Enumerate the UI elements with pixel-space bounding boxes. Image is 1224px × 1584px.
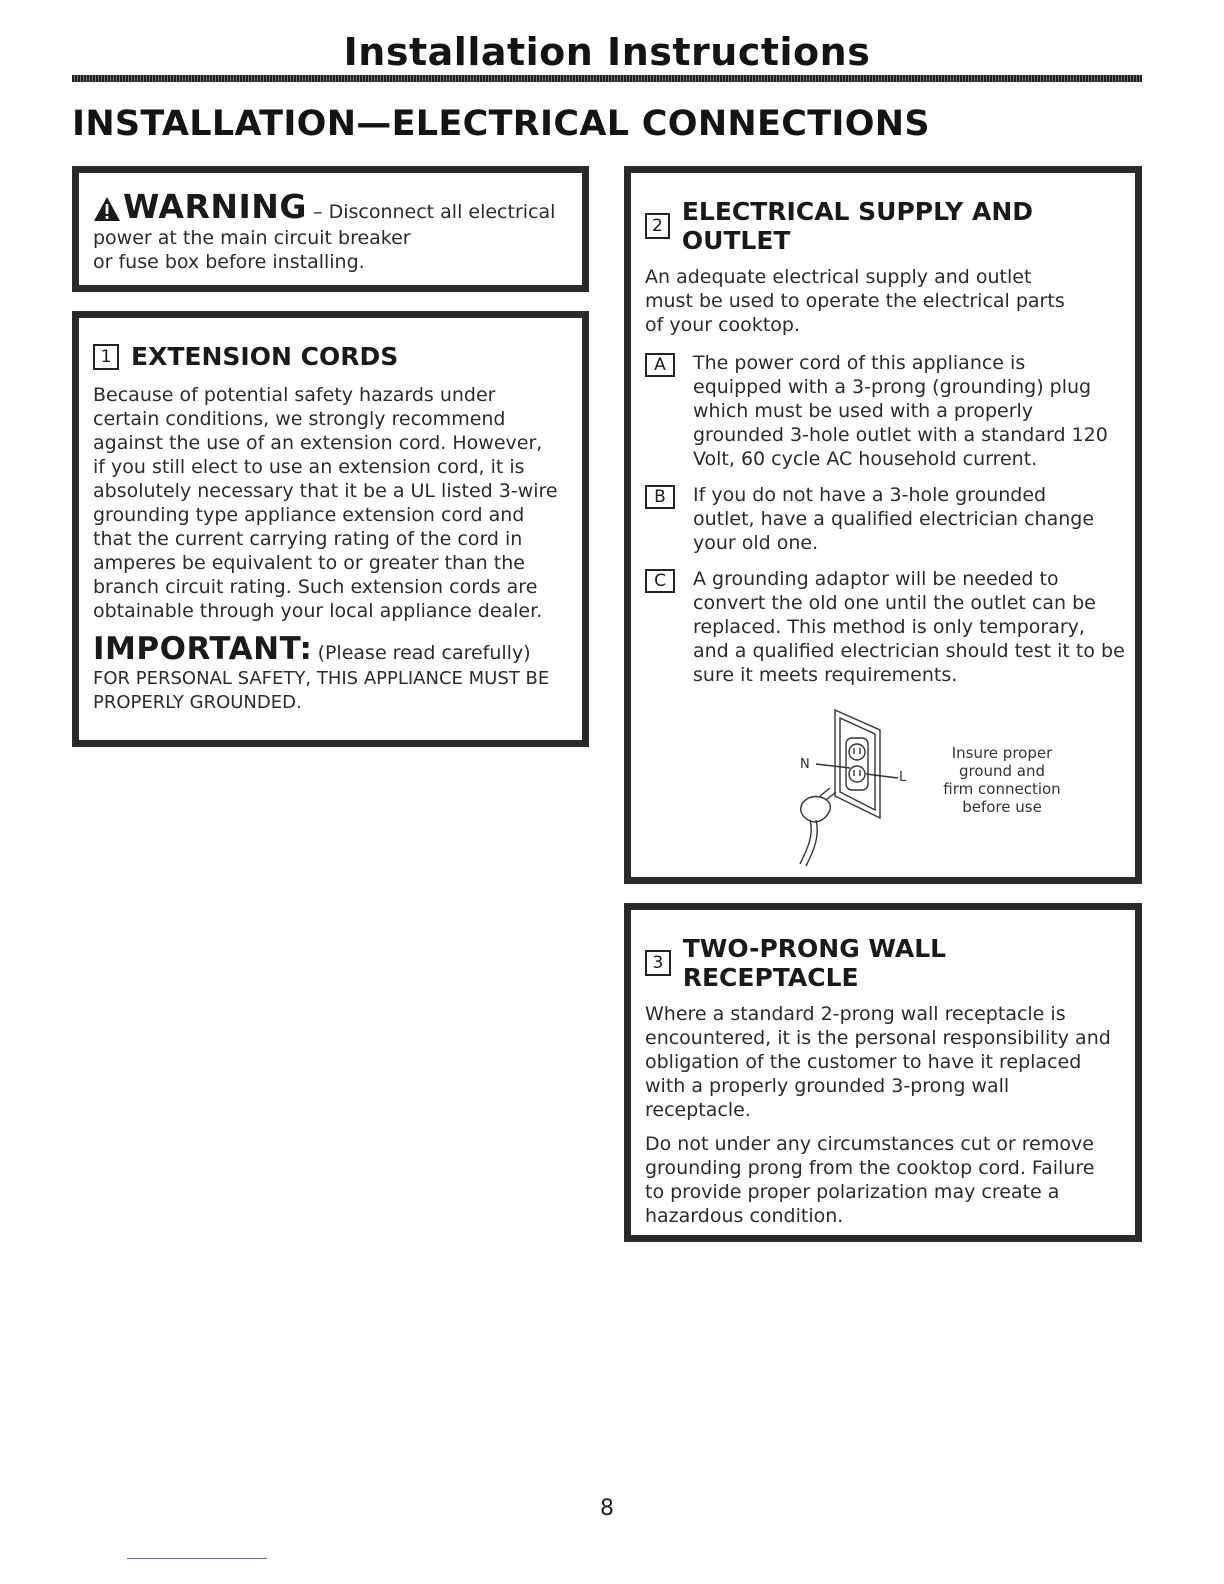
warning-label: WARNING xyxy=(123,187,307,226)
electrical-supply-heading xyxy=(645,197,1125,255)
extension-cords-title: EXTENSION CORDS xyxy=(131,342,399,371)
supply-item-text: The power cord of this appliance is equipped with a 3-prong (grounding) plug which must be used with a properly grounded 3-hole outlet with a standard 120 Volt, 60 cycle AC household current. xyxy=(693,352,1108,470)
grounded-outlet-diagram xyxy=(780,708,910,868)
important-text: FOR PERSONAL SAFETY, THIS APPLIANCE MUST BE PROPERLY GROUNDED. xyxy=(93,668,550,713)
warning-line-2: power at the main circuit breaker xyxy=(93,227,411,249)
two-prong-receptacle-heading xyxy=(645,934,1125,992)
item-letter-badge: C xyxy=(645,569,675,593)
diagram-label-n: N xyxy=(800,757,810,772)
two-prong-receptacle-box xyxy=(624,903,1142,1242)
two-prong-receptacle-title: TWO-PRONG WALL RECEPTACLE xyxy=(682,934,947,992)
diagram-caption xyxy=(938,744,1066,816)
section-title: INSTALLATION—ELECTRICAL CONNECTIONS xyxy=(72,104,930,144)
supply-item-text: A grounding adaptor will be needed to convert the old one until the outlet can be replaced. This method is only temporary, and a qualified electrician should test it to be sure it meets requirements. xyxy=(693,568,1125,686)
supply-item-c xyxy=(645,567,1125,687)
page-header-title: Installation Instructions xyxy=(343,30,871,74)
supply-item-text: If you do not have a 3-hole grounded outlet, have a qualified electrician change your old one. xyxy=(693,484,1095,554)
extension-cords-heading xyxy=(93,342,563,371)
extension-cords-body: Because of potential safety hazards under certain conditions, we strongly recommend against the use of an extension cord. However, if you still elect to use an extension cord, it is absolutely necessary that it be a UL listed 3-wire grounding type appliance extension cord and that the current carrying rating of the cord in amperes be equivalent to or greater than the branch circuit rating. Such extension cords are obtainable through your local appliance dealer. xyxy=(93,384,558,622)
receptacle-paragraph-2: Do not under any circumstances cut or remove grounding prong from the cooktop cord. Failure to provide proper polarization may create a hazardous condition. xyxy=(645,1133,1095,1227)
header-rule xyxy=(72,75,1142,82)
receptacle-paragraph-1: Where a standard 2-prong wall receptacle is encountered, it is the personal responsibility and obligation of the customer to have it replaced with a properly grounded 3-prong wall receptacle. xyxy=(645,1003,1111,1121)
important-label: IMPORTANT: xyxy=(93,631,313,667)
diagram-label-l: L xyxy=(899,770,907,785)
important-paren: (Please read carefully) xyxy=(317,642,531,664)
supply-item-a xyxy=(645,351,1125,471)
item-letter-badge: B xyxy=(645,485,675,509)
section-number-badge: 2 xyxy=(645,213,670,239)
section-number-badge: 3 xyxy=(645,950,671,976)
warning-box xyxy=(72,166,589,292)
important-note xyxy=(93,631,563,715)
supply-item-b xyxy=(645,483,1125,555)
diagram-caption-line: before use xyxy=(962,798,1042,816)
diagram-caption-line: firm connection xyxy=(943,780,1061,798)
warning-line-3: or fuse box before installing. xyxy=(93,251,365,273)
warning-dash: – xyxy=(306,201,329,223)
extension-cords-box xyxy=(72,311,589,747)
warning-content xyxy=(93,187,573,274)
diagram-caption-line: Insure proper xyxy=(951,744,1053,762)
electrical-supply-intro: An adequate electrical supply and outlet must be used to operate the electrical parts of your cooktop. xyxy=(645,266,1065,336)
page-number: 8 xyxy=(600,1496,614,1521)
section-number-badge: 1 xyxy=(93,344,119,370)
diagram-caption-line: ground and xyxy=(958,762,1046,780)
item-letter-badge: A xyxy=(645,353,675,377)
warning-text-first: Disconnect all electrical xyxy=(328,201,556,223)
bottom-edge-line xyxy=(127,1558,267,1559)
warning-triangle-icon xyxy=(93,196,121,222)
electrical-supply-title: ELECTRICAL SUPPLY AND OUTLET xyxy=(681,197,1033,255)
